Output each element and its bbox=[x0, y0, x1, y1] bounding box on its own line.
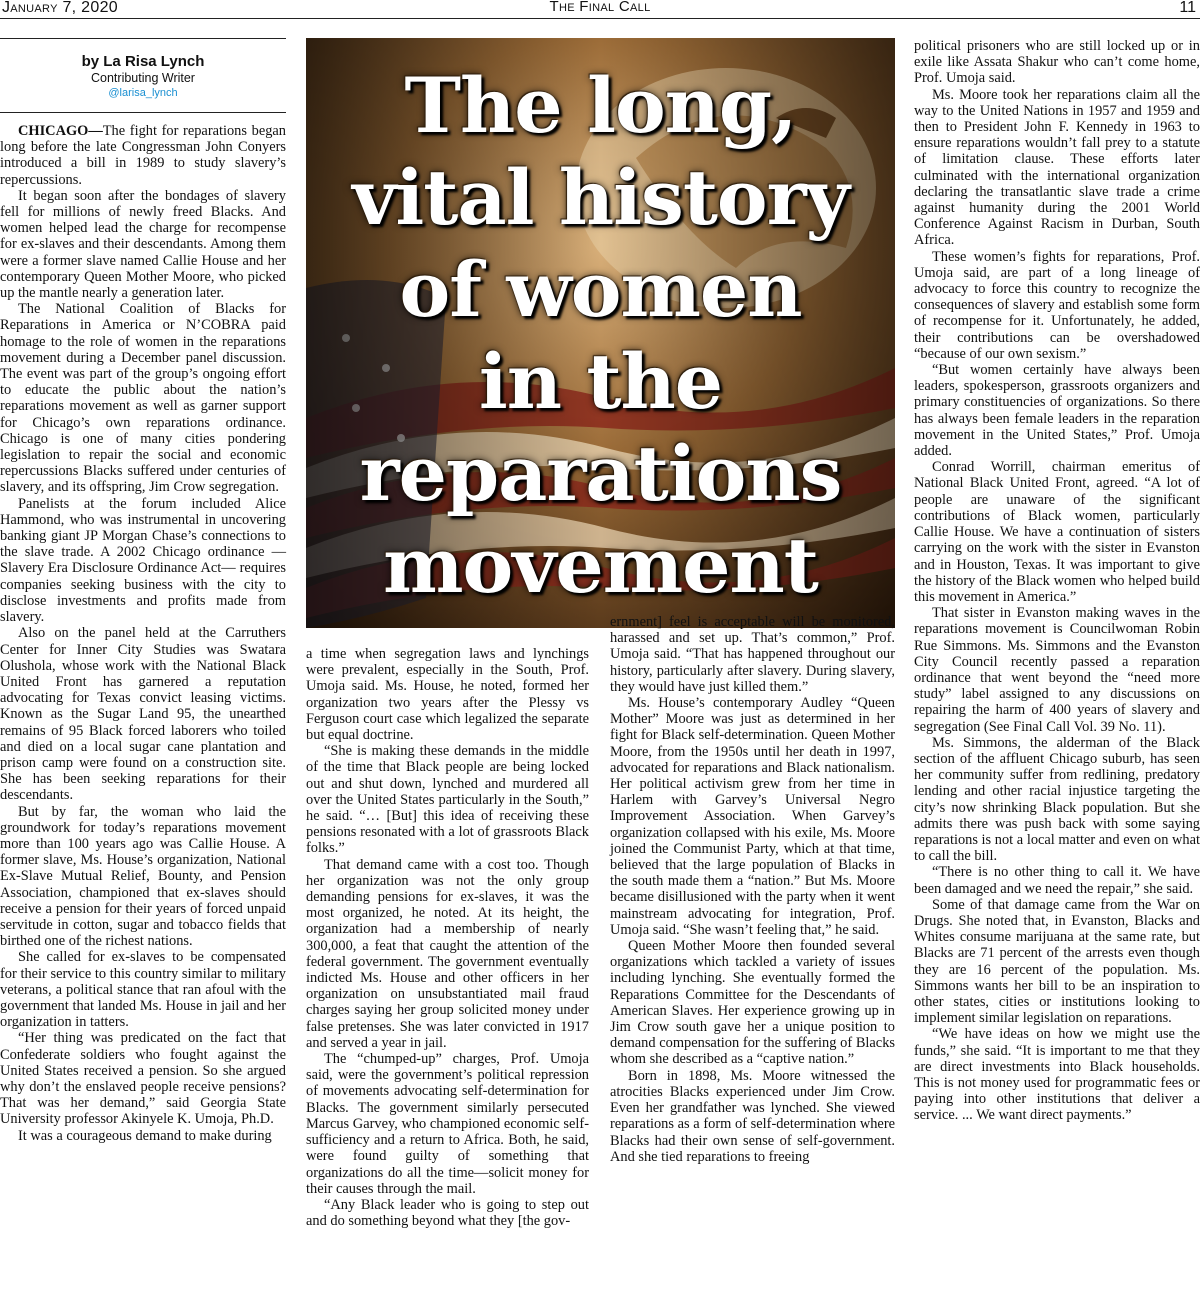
article-paragraph: Queen Mother Moore then founded several organizations which tackled a variety of issues including lynching. She eventually formed the Reparations Committee for the Descendants of American Slaves. Her experience growing up in Jim Crow south gave her a unique position to demand compensation for the suffering of Blacks whom she described as a “captive nation.” bbox=[610, 938, 895, 1068]
headline-line: The long, bbox=[404, 61, 797, 150]
article-paragraph: These women’s fights for reparations, Prof. Umoja said, are part of a long lineage of advocacy to force this country to recognize the consequences of slavery and establish some form of recompense for it. Unfortunately, he added, their contributions can be overshadowed “because of our own sexism.” bbox=[914, 248, 1200, 362]
article-paragraph: The National Coalition of Blacks for Reparations in America or N’COBRA paid homage to the role of women in the reparations movement during a December panel discussion. The event was part of the group’s ongoing effort to educate the public about the nation’s reparations movement as well as garner support for Chicago’s own reparations ordinance. Chicago is one of many cities pondering legislation to repair the social and economic repercussions Blacks suffered under centuries of slavery, and its offspring, Jim Crow segregation. bbox=[0, 301, 286, 496]
page-number: 11 bbox=[1179, 0, 1196, 16]
headline-line: movement bbox=[383, 521, 818, 610]
author-name: by La Risa Lynch bbox=[81, 53, 205, 70]
article-paragraph: “She is making these demands in the middle of the time that Black people are being locked out and shut down, lynched and murdered all over the United States particularly in the South,” he said. “… [But] this idea of receiving these pensions resonated with a lot of grassroots Black folks.” bbox=[306, 743, 589, 857]
article-paragraph: “Any Black leader who is going to step out and do something beyond what they [the gov- bbox=[306, 1196, 589, 1230]
headline-line: vital history bbox=[352, 153, 849, 242]
article-paragraph: ernment] feel is acceptable will be monitored, harassed and set up. That’s common,” Prof. Umoja said. “That has happened throughout our history, particularly after slavery. During slavery, they would have just killed them.” bbox=[610, 614, 895, 695]
article-column-4 bbox=[914, 38, 1200, 1124]
article-paragraph: “We have ideas on how we might use the funds,” she said. “It is important to me that they are direct investments into Black households. This is not money used for programmatic fees or paying into other institutions that deliver a service. ... We want direct payments.” bbox=[914, 1026, 1200, 1124]
article-paragraph: a time when segregation laws and lynchings were prevalent, especially in the South, Prof. Umoja said. Ms. House, he noted, formed her organization two years after the Plessy vs Ferguson court case which legalized the separate but equal doctrine. bbox=[306, 646, 589, 744]
article-paragraph: Some of that damage came from the War on Drugs. She noted that, in Evanston, Blacks and Whites consume marijuana at the same rate, but Blacks are 71 percent of the arrests even though they are 16 percent of the population. Ms. Simmons wants her bill to be an inspiration to other states, cities or institutions looking to implement similar legislation on reparations. bbox=[914, 896, 1200, 1027]
article-paragraph: “Her thing was predicated on the fact that Confederate soldiers who fought against the United States received a pension. So she argued why don’t the enslaved people receive pensions? That was her demand,” said Georgia State University professor Akinyele K. Umoja, Ph.D. bbox=[0, 1030, 286, 1128]
byline bbox=[0, 38, 286, 113]
issue-date: January 7, 2020 bbox=[2, 0, 118, 16]
running-head bbox=[0, 0, 1200, 19]
author-handle[interactable]: @larisa_lynch bbox=[108, 87, 178, 99]
headline-image bbox=[306, 38, 895, 628]
article-paragraph: But by far, the woman who laid the groundwork for today’s reparations movement more than 100 years ago was Callie House. A former slave, Ms. House’s organization, National Ex-Slave Mutual Relief, Bounty, and Pension Association, championed that ex-slaves should receive a pension for their years of forced unpaid servitude in cotton, sugar and tobacco fields that birthed one of the richest nations. bbox=[0, 803, 286, 950]
article-paragraph: political prisoners who are still locked up or in exile like Assata Shakur who can’t come home, Prof. Umoja said. bbox=[914, 38, 1200, 87]
headline bbox=[306, 60, 895, 612]
article-paragraph: The “chumped-up” charges, Prof. Umoja said, were the government’s political repression of movements advocating self-determination for Blacks. The government similarly persecuted Marcus Garvey, who championed economic self-sufficiency and a return to Africa. Both, he said, were found guilty of something that organizations do all the time—solicit money for their causes through the mail. bbox=[306, 1051, 589, 1197]
article-paragraph: She called for ex-slaves to be compensated for their service to this country similar to military veterans, a political stance that ran afoul with the government that landed Ms. House in jail and her organization in tatters. bbox=[0, 949, 286, 1031]
article-column-2 bbox=[306, 646, 589, 1229]
headline-line: in the bbox=[478, 337, 723, 426]
headline-line: of women bbox=[399, 245, 802, 334]
article-paragraph: Panelists at the forum included Alice Hammond, who was instrumental in uncovering banking giant JP Morgan Chase’s connections to the slave trade. A 2002 Chicago ordinance —Slavery Era Disclosure Ordinance Act— requires companies seeking business with the city to disclose investments and profits made from slavery. bbox=[0, 495, 286, 626]
article-paragraph: That sister in Evanston making waves in the reparations movement is Councilwoman Robin Rue Simmons. Ms. Simmons and the Evanston City Council recently passed a reparation ordinance that went beyond the “need more study” label assigned to any discussions on repairing the harm of 400 years of slavery and segregation (See Final Call Vol. 39 No. 11). bbox=[914, 605, 1200, 735]
article-paragraph: It began soon after the bondages of slavery fell for millions of newly freed Blacks. And women helped lead the charge for recompense for ex-slaves and their descendants. Among them were a former slave named Callie House and her contemporary Queen Mother Moore, who picked up the mantle nearly a generation later. bbox=[0, 187, 286, 302]
author-role: Contributing Writer bbox=[91, 71, 195, 85]
article-paragraph: It was a courageous demand to make during bbox=[18, 1127, 272, 1144]
dateline: CHICAGO— bbox=[18, 123, 103, 139]
article-column-1 bbox=[0, 123, 286, 1144]
article-paragraph: Also on the panel held at the Carruthers Center for Inner City Studies was Swatara Olushola, whose work with the National Black United Front has garnered a reputation advocating for Texas convict leasing victims. Known as the Sugar Land 95, the unearthed remains of 95 Black forced laborers who toiled and died on a local sugar cane plantation and prison camp were found on a construction site. She has been seeking reparations for their descendants. bbox=[0, 625, 286, 804]
publication-name: The Final Call bbox=[549, 0, 651, 15]
article-paragraph: CHICAGO—The fight for reparations began long before the late Congressman John Conyers introduced a bill in 1989 to study slavery’s repercussions. bbox=[0, 123, 286, 188]
article-paragraph: Ms. Simmons, the alderman of the Black section of the affluent Chicago suburb, has seen her community suffer from redlining, predatory lending and other racial injustice targeting the city’s now shrinking Black population. But she admits there was push back with some saying reparations is not a local matter and even on what to call the bill. bbox=[914, 734, 1200, 865]
article-paragraph: Born in 1898, Ms. Moore witnessed the atrocities Blacks experienced under Jim Crow. Even her grandfather was lynched. She viewed reparations as a form of self-determination where Blacks had their own sense of self-government. And she tied reparations to freeing bbox=[610, 1067, 895, 1165]
headline-line: reparations bbox=[359, 429, 842, 518]
article-paragraph: Ms. House’s contemporary Audley “Queen Mother” Moore was just as determined in her fight for Black self-determination. Queen Mother Moore, from the 1950s until her death in 1997, advocated for reparations and Black nationalism. Her political activism grew from her time in Harlem with Garvey’s Universal Negro Improvement Association. When Garvey’s organization collapsed with his exile, Ms. Moore joined the Communist Party, which at that time, believed that the large population of Blacks in the south made them a “nation.” But Ms. Moore became disillusioned with the party when it went mainstream advocating for integration, Prof. Umoja said. “She wasn’t feeling that,” he said. bbox=[610, 695, 895, 938]
article-paragraph: That demand came with a cost too. Though her organization was not the only group demanding pensions for ex-slaves, it was the most organized, he noted. At its height, the organization had a membership of nearly 300,000, a feat that caught the attention of the federal government. The government eventually indicted Ms. House and other officers in her organization on unsubstantiated mail fraud charges saying her group solicited money under false pretenses. She was later convicted in 1917 and served a year in jail. bbox=[306, 856, 589, 1051]
article-column-3 bbox=[610, 614, 895, 1165]
article-paragraph: Conrad Worrill, chairman emeritus of National Black United Front, agreed. “A lot of people are unaware of the significant contributions of Black women, particularly Callie House. We have a continuation of sisters carrying on the work with the sister in Evanston and in Houston, Texas. It was important to give the history of the Black women who helped build this movement in America.” bbox=[914, 459, 1200, 605]
article-paragraph: “But women certainly have always been leaders, spokesperson, grassroots organizers and primary constituencies of organizations. So there has always been female leaders in the reparation movement in the United States,” Prof. Umoja added. bbox=[914, 362, 1200, 460]
article-paragraph: “There is no other thing to call it. We have been damaged and we need the repair,” she said. bbox=[914, 864, 1200, 897]
article-paragraph: Ms. Moore took her reparations claim all the way to the United Nations in 1957 and 1959 and then to President John F. Kennedy in 1963 to ensure reparations wouldn’t fall prey to a statute of limitation clause. These efforts later culminated with the international organization declaring the transatlantic slave trade a crime against humanity during the 2001 World Conference Against Racism in Durban, South Africa. bbox=[914, 86, 1200, 249]
